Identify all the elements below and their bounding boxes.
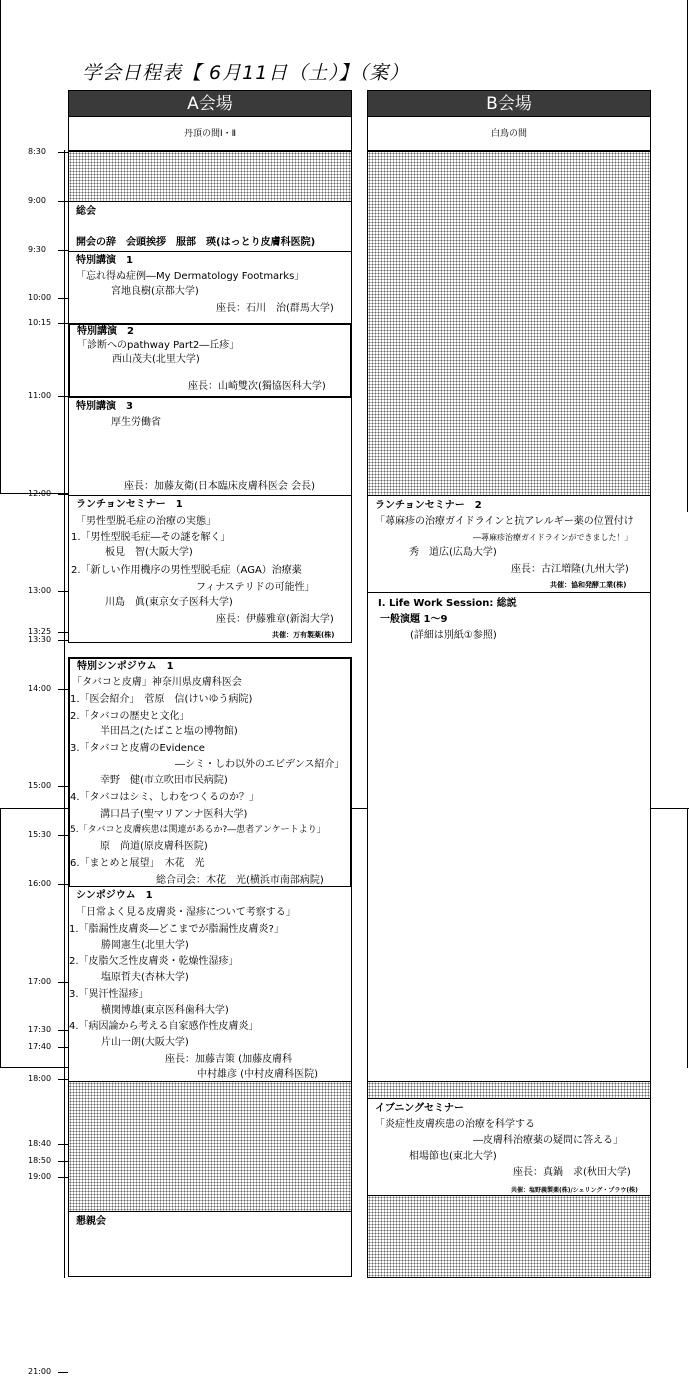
time-tick <box>58 786 68 787</box>
time-tick <box>58 1372 68 1373</box>
a-empty-1730 <box>68 1081 352 1212</box>
b-empty-evening <box>367 1195 651 1278</box>
a-tokubetsu1-title: 「忘れ得ぬ症例―My Dermatology Footmarks」 <box>76 271 305 282</box>
a-tokubetsu1-speaker: 宮地良樹(京都大学) <box>111 286 199 297</box>
a-opening: 開会の辞 会頭挨拶 服部 瑛(はっとり皮膚科医院) <box>76 237 316 248</box>
time-tick <box>58 884 68 885</box>
time-tick <box>58 591 68 592</box>
a-luncheon-line1: 1.「男性型脱毛症―その謎を解く」 <box>71 532 231 543</box>
time-tick <box>58 640 68 641</box>
b-luncheon-title: 「蕁麻疹の治療ガイドラインと抗アレルギー薬の位置付け <box>375 516 634 527</box>
time-label: 9:00 <box>28 196 46 205</box>
a-symposium1-l2: 勝岡憲生(北里大学) <box>101 940 189 951</box>
b-empty-morning <box>367 151 651 496</box>
b-lws-l1: 一般演題 1～9 <box>380 614 448 625</box>
time-label: 17:40 <box>28 1042 52 1051</box>
page-border-right <box>687 0 688 512</box>
a-symposium1-l1: 1.「脂漏性皮膚炎―どこまでが脂漏性皮膚炎?」 <box>69 924 284 935</box>
time-tick <box>58 632 68 633</box>
a-tokubetsu2-head: 特別講演 2 <box>77 326 134 337</box>
a-special-symposium-l4: 3.「タバコと皮膚のEvidence <box>70 743 205 754</box>
venue-b-room: 白鳥の間 <box>367 117 651 151</box>
a-special-symposium-l8: 溝口昌子(聖マリアンナ医科大学) <box>100 809 248 820</box>
a-special-symposium-l9: 5.「タバコと皮膚疾患は関連があるか?―患者アンケートより」 <box>70 825 326 835</box>
b-luncheon-head: ランチョンセミナー 2 <box>375 500 482 511</box>
time-tick <box>58 1177 68 1178</box>
time-label: 18:40 <box>28 1139 52 1148</box>
time-label: 11:00 <box>28 391 52 400</box>
a-special-symposium-l5: ―シミ・しわ以外のエビデンス紹介」 <box>175 759 345 770</box>
time-label: 9:30 <box>28 245 46 254</box>
time-label: 18:00 <box>28 1074 52 1083</box>
time-tick <box>58 1161 68 1162</box>
a-luncheon-block <box>68 495 352 643</box>
a-konshin: 懇親会 <box>76 1216 106 1227</box>
a-konshin-block <box>68 1211 352 1277</box>
time-tick <box>58 689 68 690</box>
page-title: 学会日程表【 6月11日（土）】（案） <box>82 62 410 84</box>
a-tokubetsu1-head: 特別講演 1 <box>76 255 133 266</box>
a-luncheon-chair: 座長：伊藤雅章(新潟大学) <box>216 614 334 625</box>
time-label: 19:00 <box>28 1172 52 1181</box>
a-luncheon-line2: 板見 智(大阪大学) <box>105 547 193 558</box>
time-tick <box>58 298 68 299</box>
a-luncheon-title: 「男性型脱毛症の治療の実態」 <box>76 516 216 527</box>
time-label: 12:00 <box>28 489 52 498</box>
a-tokubetsu2-chair: 座長：山崎雙次(獨協医科大学) <box>188 381 326 392</box>
b-empty-1730 <box>367 1081 651 1099</box>
b-luncheon-sponsor: 共催：協和発酵工業(株) <box>550 581 627 589</box>
time-label: 13:00 <box>28 586 52 595</box>
page-divider-3 <box>0 1067 70 1068</box>
b-luncheon-title2: ―蕁麻疹治療ガイドラインができました！」 <box>473 533 633 542</box>
a-tokubetsu2-block <box>68 323 352 398</box>
time-label: 15:30 <box>28 830 52 839</box>
a-special-symposium-head: 特別シンポジウム 1 <box>77 661 174 672</box>
time-label: 17:30 <box>28 1025 52 1034</box>
a-symposium1-head: シンポジウム 1 <box>76 890 153 901</box>
time-label: 10:00 <box>28 293 52 302</box>
b-luncheon-speaker: 秀 道広(広島大学) <box>409 547 497 558</box>
time-tick <box>58 152 68 153</box>
time-label: 16:00 <box>28 879 52 888</box>
b-lws-block <box>367 592 651 1082</box>
a-special-symposium-l2: 2.「タバコの歴史と文化」 <box>70 711 190 722</box>
a-special-symposium-sub: 「タバコと皮膚」神奈川県皮膚科医会 <box>72 677 242 688</box>
a-symposium1-title: 「日常よく見る皮膚炎・湿疹について考察する」 <box>76 907 296 918</box>
a-special-symposium-l7: 4.「タバコはシミ、しわをつくるのか？」 <box>70 792 260 803</box>
a-luncheon-line4: フィナステリドの可能性」 <box>196 582 315 593</box>
a-tokubetsu3-head: 特別講演 3 <box>76 401 133 412</box>
time-label: 17:00 <box>28 977 52 986</box>
a-special-symposium-l11: 6.「まとめと展望」 木花 光 <box>70 858 205 869</box>
venue-a-header: A会場 <box>68 90 352 117</box>
time-axis <box>64 150 65 1278</box>
a-soukai: 総会 <box>76 206 96 217</box>
venue-a-room: 丹頂の間Ⅰ・Ⅱ <box>68 117 352 151</box>
a-luncheon-line3: 2.「新しい作用機序の男性型脱毛症（AGA）治療薬 <box>71 565 302 576</box>
a-luncheon-head: ランチョンセミナー 1 <box>76 499 183 510</box>
time-label: 14:00 <box>28 684 52 693</box>
a-special-symposium-l10: 原 尚道(原皮膚科医院) <box>100 841 208 852</box>
b-evening-sponsor: 共催：塩野義製薬(株)/シェリング・プラウ(株) <box>511 1187 638 1194</box>
a-symposium1-l4: 塩原哲夫(杏林大学) <box>101 972 189 983</box>
a-symposium1-chair2: 中村雄彦 (中村皮膚科医院) <box>197 1069 318 1080</box>
a-tokubetsu2-title: 「診断へのpathway Part2―丘疹」 <box>77 340 240 351</box>
time-label: 10:15 <box>28 318 52 327</box>
a-symposium1-chair1: 座長：加藤吉策 (加藤皮膚科 <box>165 1054 293 1065</box>
time-label: 15:00 <box>28 781 52 790</box>
a-empty-0830 <box>68 151 352 202</box>
time-tick <box>58 494 68 495</box>
a-special-symposium-l6: 幸野 健(市立吹田市民病院) <box>100 775 228 786</box>
time-tick <box>58 1047 68 1048</box>
time-tick <box>58 1030 68 1031</box>
time-tick <box>58 1144 68 1145</box>
time-tick <box>58 201 68 202</box>
time-tick <box>58 982 68 983</box>
a-soukai-block <box>68 201 352 253</box>
a-special-symposium-block <box>68 657 352 888</box>
b-evening-block <box>367 1098 651 1196</box>
a-symposium1-l6: 横関博雄(東京医科歯科大学) <box>101 1005 229 1016</box>
time-label: 18:50 <box>28 1156 52 1165</box>
a-special-symposium-l1: 1.「医会紹介」 菅原 信(けいゆう病院) <box>70 694 253 705</box>
a-tokubetsu3-speaker: 厚生労働省 <box>111 417 161 428</box>
time-tick <box>58 835 68 836</box>
b-lws-l2: (詳細は別紙①参照) <box>410 630 497 641</box>
time-label: 13:25 <box>28 627 52 636</box>
a-tokubetsu2-speaker: 西山茂夫(北里大学) <box>112 354 200 365</box>
page-border-right-lower <box>687 808 688 1068</box>
b-luncheon-block <box>367 495 651 593</box>
a-symposium1-block <box>68 886 352 1082</box>
b-evening-head: イブニングセミナー <box>375 1103 464 1114</box>
a-tokubetsu1-chair: 座長：石川 治(群馬大学) <box>216 303 334 314</box>
a-luncheon-line5: 川島 眞(東京女子医科大学) <box>105 597 233 608</box>
b-evening-speaker: 相場節也(東北大学) <box>409 1151 497 1162</box>
b-lws-head: Ⅰ. Life Work Session: 総説 <box>378 598 517 609</box>
b-evening-title: 「炎症性皮膚疾患の治療を科学する <box>375 1119 535 1130</box>
a-tokubetsu3-chair: 座長：加藤友衛(日本臨床皮膚科医会 会長) <box>124 481 315 492</box>
b-evening-chair: 座長：真鍋 求(秋田大学) <box>513 1167 631 1178</box>
time-tick <box>58 323 68 324</box>
a-symposium1-l7: 4.「病因論から考える自家感作性皮膚炎」 <box>69 1021 259 1032</box>
a-tokubetsu3-block <box>68 397 352 496</box>
time-tick <box>58 1079 68 1080</box>
page-border-left <box>0 0 1 493</box>
a-symposium1-l3: 2.「皮脂欠乏性皮膚炎・乾燥性湿疹」 <box>69 956 239 967</box>
time-tick <box>58 250 68 251</box>
a-special-symposium-l12: 総合司会：木花 光(横浜市南部病院) <box>156 875 324 886</box>
a-symposium1-l8: 片山一朗(大阪大学) <box>101 1037 189 1048</box>
time-label: 8:30 <box>28 147 46 156</box>
b-luncheon-chair: 座長：古江増隆(九州大学) <box>511 564 629 575</box>
time-tick <box>58 396 68 397</box>
time-label: 13:30 <box>28 635 52 644</box>
a-special-symposium-l3: 半田昌之(たばこと塩の博物館) <box>100 726 238 737</box>
a-luncheon-sponsor: 共催：万有製薬(株) <box>272 631 335 639</box>
a-symposium1-l5: 3.「異汗性湿疹」 <box>69 989 149 1000</box>
time-label: 21:00 <box>28 1367 52 1376</box>
a-tokubetsu1-block <box>68 251 352 325</box>
b-evening-title2: ―皮膚科治療薬の疑問に答える」 <box>473 1135 623 1146</box>
page-border-left-lower <box>0 808 1 1068</box>
venue-b-header: B会場 <box>367 90 651 117</box>
